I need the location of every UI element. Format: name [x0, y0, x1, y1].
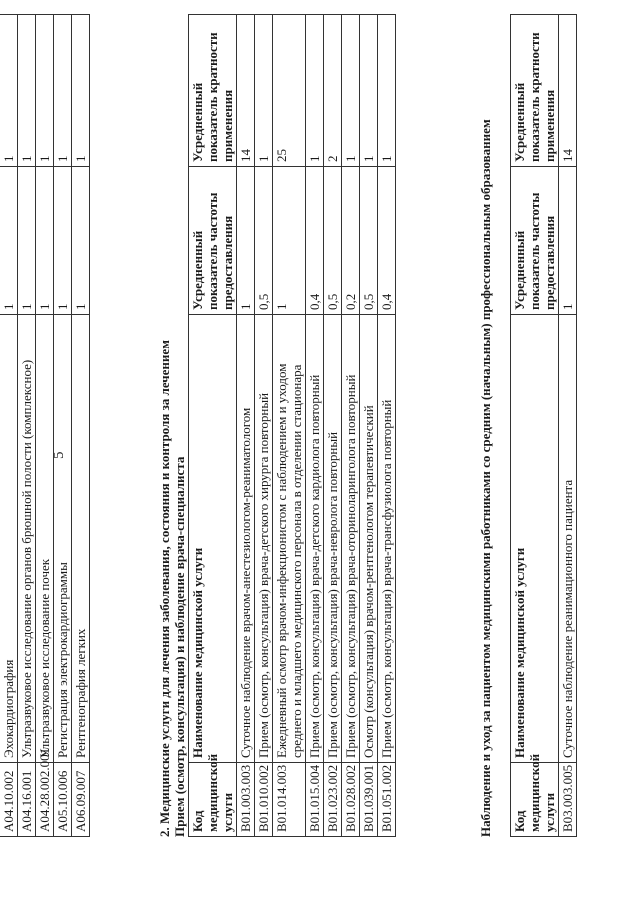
cell-mult: 1	[72, 15, 90, 167]
cell-code: B03.003.005	[559, 763, 577, 837]
cell-name: Ежедневный осмотр врачом-инфекционистом с наблюдением и уходом среднего и младшего медицинского персонала в отделении стационара	[273, 315, 306, 763]
cell-freq: 1	[18, 167, 36, 315]
cell-freq: 0,4	[378, 167, 396, 315]
cell-mult: 1	[306, 15, 324, 167]
section-2-subtitle: Прием (осмотр, консультация) и наблюдение врача-специалиста	[172, 456, 187, 837]
cell-code: A04.16.001	[18, 763, 36, 837]
cell-name: Ультразвуковое исследование органов брюшной полости (комплексное)	[18, 315, 36, 763]
cell-name: Суточное наблюдение врачом-анестезиологом-реаниматологом	[237, 315, 255, 763]
table-row	[559, 15, 577, 837]
header-name: Наименование медицинской услуги	[511, 315, 559, 763]
cell-code: A06.09.007	[72, 763, 90, 837]
cell-freq: 1	[273, 167, 306, 315]
header-code: Код медицинской услуги	[189, 763, 237, 837]
cell-mult: 25	[273, 15, 306, 167]
cell-code: A05.10.006	[54, 763, 72, 837]
section-2-title: 2. Медицинские услуги для лечения заболевания, состояния и контроля за лечением	[157, 339, 172, 837]
table-row	[342, 15, 360, 837]
table-row	[54, 15, 72, 837]
cell-freq: 1	[54, 167, 72, 315]
table-row	[306, 15, 324, 837]
cell-mult: 1	[255, 15, 273, 167]
specialist-table-body	[237, 15, 396, 837]
cell-name: Рентгенография легких	[72, 315, 90, 763]
specialist-table-header	[189, 15, 237, 837]
cell-mult: 14	[559, 15, 577, 167]
diagnostics-table	[0, 14, 90, 837]
table-row	[324, 15, 342, 837]
cell-freq: 0,2	[342, 167, 360, 315]
cell-mult: 1	[360, 15, 378, 167]
table-row	[36, 15, 54, 837]
cell-name: Ультразвуковое исследование почек	[36, 315, 54, 763]
cell-name: Регистрация электрокардиограммы	[54, 315, 72, 763]
page-number: 5	[51, 451, 67, 459]
cell-code: B01.015.004	[306, 763, 324, 837]
cell-code: B01.023.002	[324, 763, 342, 837]
cell-code: B01.003.003	[237, 763, 255, 837]
cell-name: Прием (осмотр, консультация) врача-трансфузиолога повторный	[378, 315, 396, 763]
table-row	[0, 15, 18, 837]
table-row	[273, 15, 306, 837]
cell-name: Прием (осмотр, консультация) врача-невролога повторный	[324, 315, 342, 763]
cell-freq: 1	[237, 167, 255, 315]
section-3-title: Наблюдение и уход за пациентом медицинскими работниками со средним (начальным) профессиональным образованием	[478, 119, 493, 837]
cell-mult: 14	[237, 15, 255, 167]
cell-name: Прием (осмотр, консультация) врача-детского хирурга повторный	[255, 315, 273, 763]
cell-freq: 1	[36, 167, 54, 315]
cell-freq: 0,5	[255, 167, 273, 315]
header-freq: Усредненный показатель частоты предоставления	[189, 167, 237, 315]
cell-freq: 1	[559, 167, 577, 315]
cell-code: B01.039.001	[360, 763, 378, 837]
cell-code: A04.28.002.001	[36, 763, 54, 837]
cell-mult: 1	[342, 15, 360, 167]
diagnostics-table-body	[0, 15, 90, 837]
cell-mult: 1	[18, 15, 36, 167]
cell-name: Прием (осмотр, консультация) врача-детского кардиолога повторный	[306, 315, 324, 763]
nursing-table-body	[559, 15, 577, 837]
table-row	[378, 15, 396, 837]
cell-freq: 0,5	[324, 167, 342, 315]
cell-mult: 2	[324, 15, 342, 167]
header-freq: Усредненный показатель частоты предоставления	[511, 167, 559, 315]
cell-name: Осмотр (консультация) врачом-рентгенологом терапевтический	[360, 315, 378, 763]
table-row	[237, 15, 255, 837]
cell-mult: 1	[378, 15, 396, 167]
cell-name: Прием (осмотр, консультация) врача-оториноларинголога повторный	[342, 315, 360, 763]
nursing-table	[510, 14, 577, 837]
cell-name: Эхокардиография	[0, 315, 18, 763]
specialist-table	[188, 14, 396, 837]
cell-freq: 1	[72, 167, 90, 315]
table-row	[72, 15, 90, 837]
cell-code: B01.028.002	[342, 763, 360, 837]
cell-code: A04.10.002	[0, 763, 18, 837]
cell-mult: 1	[54, 15, 72, 167]
cell-name: Суточное наблюдение реанимационного пациента	[559, 315, 577, 763]
cell-freq: 0,5	[360, 167, 378, 315]
table-row	[360, 15, 378, 837]
cell-mult: 1	[36, 15, 54, 167]
table-row	[255, 15, 273, 837]
cell-freq: 1	[0, 167, 18, 315]
cell-code: B01.014.003	[273, 763, 306, 837]
header-mult: Усредненный показатель кратности применения	[511, 15, 559, 167]
header-code: Код медицинской услуги	[511, 763, 559, 837]
cell-freq: 0,4	[306, 167, 324, 315]
nursing-table-header	[511, 15, 559, 837]
cell-code: B01.051.002	[378, 763, 396, 837]
cell-code: B01.010.002	[255, 763, 273, 837]
table-row	[18, 15, 36, 837]
header-name: Наименование медицинской услуги	[189, 315, 237, 763]
header-mult: Усредненный показатель кратности применения	[189, 15, 237, 167]
cell-mult: 1	[0, 15, 18, 167]
